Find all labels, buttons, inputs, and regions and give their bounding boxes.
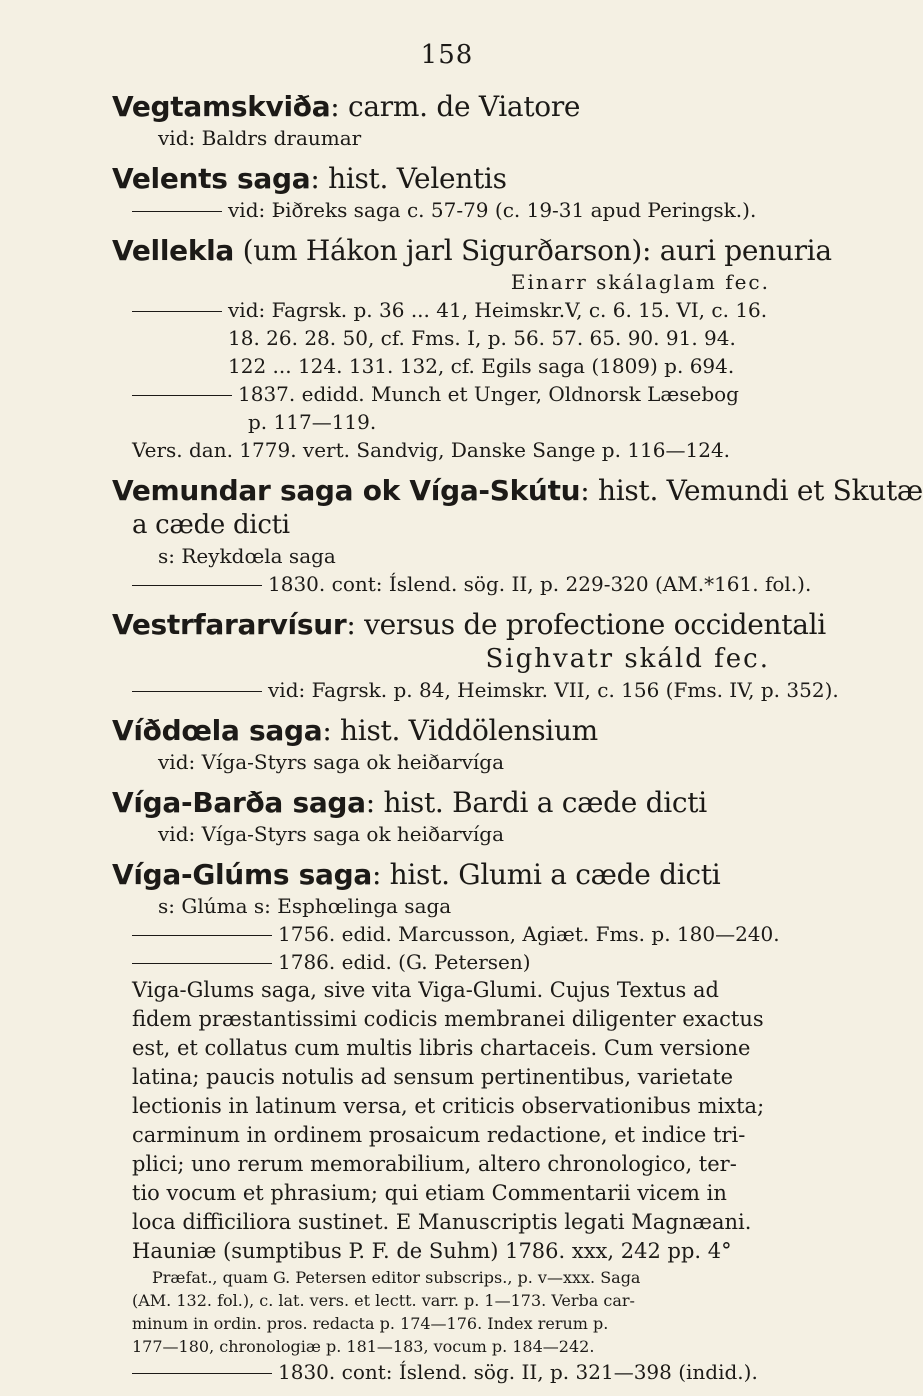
entry-vemundar-saga xyxy=(112,474,923,598)
paragraph-line: plici; uno rerum memorabilium, altero chronologico, ter- xyxy=(132,1152,737,1176)
rule-dash xyxy=(132,935,272,936)
note-line: (AM. 132. fol.), c. lat. vers. et lectt. varr. p. 1—173. Verba car- xyxy=(132,1291,635,1310)
headword: Víðdœla saga xyxy=(112,714,323,747)
reference-line: s: Reykdœla saga xyxy=(158,544,336,568)
entry-description: : hist. Vemundi et Skutæ xyxy=(580,474,923,507)
entry-vellekla xyxy=(112,234,832,464)
edition-line: 1756. edid. Marcusson, Agiæt. Fms. p. 180—240. xyxy=(278,922,780,946)
headword: Vestrfararvísur xyxy=(112,608,347,641)
reference-line: vid: Baldrs draumar xyxy=(158,126,362,150)
headword: Vegtamskviða xyxy=(112,90,331,123)
rule-dash xyxy=(132,963,272,964)
paragraph-line: tio vocum et phrasium; qui etiam Commentarii vicem in xyxy=(132,1181,727,1205)
entry-description: : hist. Velentis xyxy=(310,162,507,195)
edition-line: 1830. cont: Íslend. sög. II, p. 321—398 (indid.). xyxy=(278,1360,758,1384)
page-number: 158 xyxy=(420,40,474,70)
reference-line: 122 ... 124. 131. 132, cf. Egils saga (1809) p. 694. xyxy=(228,354,735,378)
reference-line: vid: Víga-Styrs saga ok heiðarvíga xyxy=(158,822,504,846)
paragraph-line: carminum in ordinem prosaicum redactione, et indice tri- xyxy=(132,1123,746,1147)
entry-description: : hist. Bardi a cæde dicti xyxy=(365,786,707,819)
edition-line: 1837. edidd. Munch et Unger, Oldnorsk Læsebog xyxy=(238,382,739,406)
title-paragraph xyxy=(112,976,782,1266)
entry-vestrfararvisur xyxy=(112,608,839,704)
paragraph-line: fidem præstantissimi codicis membranei diligenter exactus xyxy=(132,1007,764,1031)
contents-note xyxy=(112,1266,782,1358)
rule-dash xyxy=(132,395,232,396)
edition-line: 1786. edid. (G. Petersen) xyxy=(278,950,531,974)
entry-description: : hist. Glumi a cæde dicti xyxy=(371,858,721,891)
entry-description: a cæde dicti xyxy=(132,510,290,540)
paragraph-line: Viga-Glums saga, sive vita Viga-Glumi. Cujus Textus ad xyxy=(132,978,719,1002)
rule-dash xyxy=(132,691,262,692)
dictionary-page xyxy=(112,40,923,1396)
entry-description: (um Hákon jarl Sigurðarson): auri penuria xyxy=(242,234,832,267)
entry-description: : carm. de Viatore xyxy=(330,90,581,123)
entry-viga-glums-saga xyxy=(112,858,782,1386)
paragraph-line: latina; paucis notulis ad sensum pertinentibus, varietate xyxy=(132,1065,734,1089)
paragraph-line: loca difficiliora sustinet. E Manuscriptis legati Magnæani. xyxy=(132,1210,752,1234)
paragraph-line: lectionis in latinum versa, et criticis observationibus mixta; xyxy=(132,1094,765,1118)
headword: Vemundar saga ok Víga-Skútu xyxy=(112,474,581,507)
note-line: minum in ordin. pros. redacta p. 174—176. Index rerum p. xyxy=(132,1314,609,1333)
reference-line: vid: Víga-Styrs saga ok heiðarvíga xyxy=(158,750,504,774)
reference-line: vid: Þiðreks saga c. 57-79 (c. 19-31 apud Peringsk.). xyxy=(228,198,757,222)
entry-viga-barda-saga xyxy=(112,786,782,848)
headword: Víga-Glúms saga xyxy=(112,858,372,891)
rule-dash xyxy=(132,211,222,212)
edition-line: p. 117—119. xyxy=(248,410,377,434)
reference-line: vid: Fagrsk. p. 36 ... 41, Heimskr.V, c. 6. 15. VI, c. 16. xyxy=(228,298,768,322)
reference-line: s: Glúma s: Esphœlinga saga xyxy=(158,894,452,918)
author-line: Einarr skálaglam fec. xyxy=(510,270,770,294)
rule-dash xyxy=(132,585,262,586)
reference-line: 18. 26. 28. 50, cf. Fms. I, p. 56. 57. 65. 90. 91. 94. xyxy=(228,326,736,350)
paragraph-line: Hauniæ (sumptibus P. F. de Suhm) 1786. xxx, 242 pp. 4° xyxy=(132,1239,732,1263)
entry-vegtamskvida xyxy=(112,90,782,152)
rule-dash xyxy=(132,311,222,312)
entry-vidcoela-saga xyxy=(112,714,782,776)
edition-line: 1830. cont: Íslend. sög. II, p. 229-320 (AM.*161. fol.). xyxy=(268,572,812,596)
headword: Velents saga xyxy=(112,162,311,195)
note-line: 177—180, chronologiæ p. 181—183, vocum p. 184—242. xyxy=(132,1337,595,1356)
entry-velents-saga xyxy=(112,162,782,224)
translation-line: Vers. dan. 1779. vert. Sandvig, Danske Sange p. 116—124. xyxy=(132,438,731,462)
reference-line: vid: Fagrsk. p. 84, Heimskr. VII, c. 156 (Fms. IV, p. 352). xyxy=(268,678,839,702)
note-line: Præfat., quam G. Petersen editor subscrips., p. v—xxx. Saga xyxy=(152,1268,641,1287)
headword: Víga-Barða saga xyxy=(112,786,366,819)
entry-description: : hist. Viddölensium xyxy=(322,714,598,747)
author-line: Sighvatr skáld fec. xyxy=(485,644,770,674)
rule-dash xyxy=(132,1373,272,1374)
headword: Vellekla xyxy=(112,234,235,267)
paragraph-line: est, et collatus cum multis libris chartaceis. Cum versione xyxy=(132,1036,751,1060)
entry-description: : versus de profectione occidentali xyxy=(346,608,826,641)
